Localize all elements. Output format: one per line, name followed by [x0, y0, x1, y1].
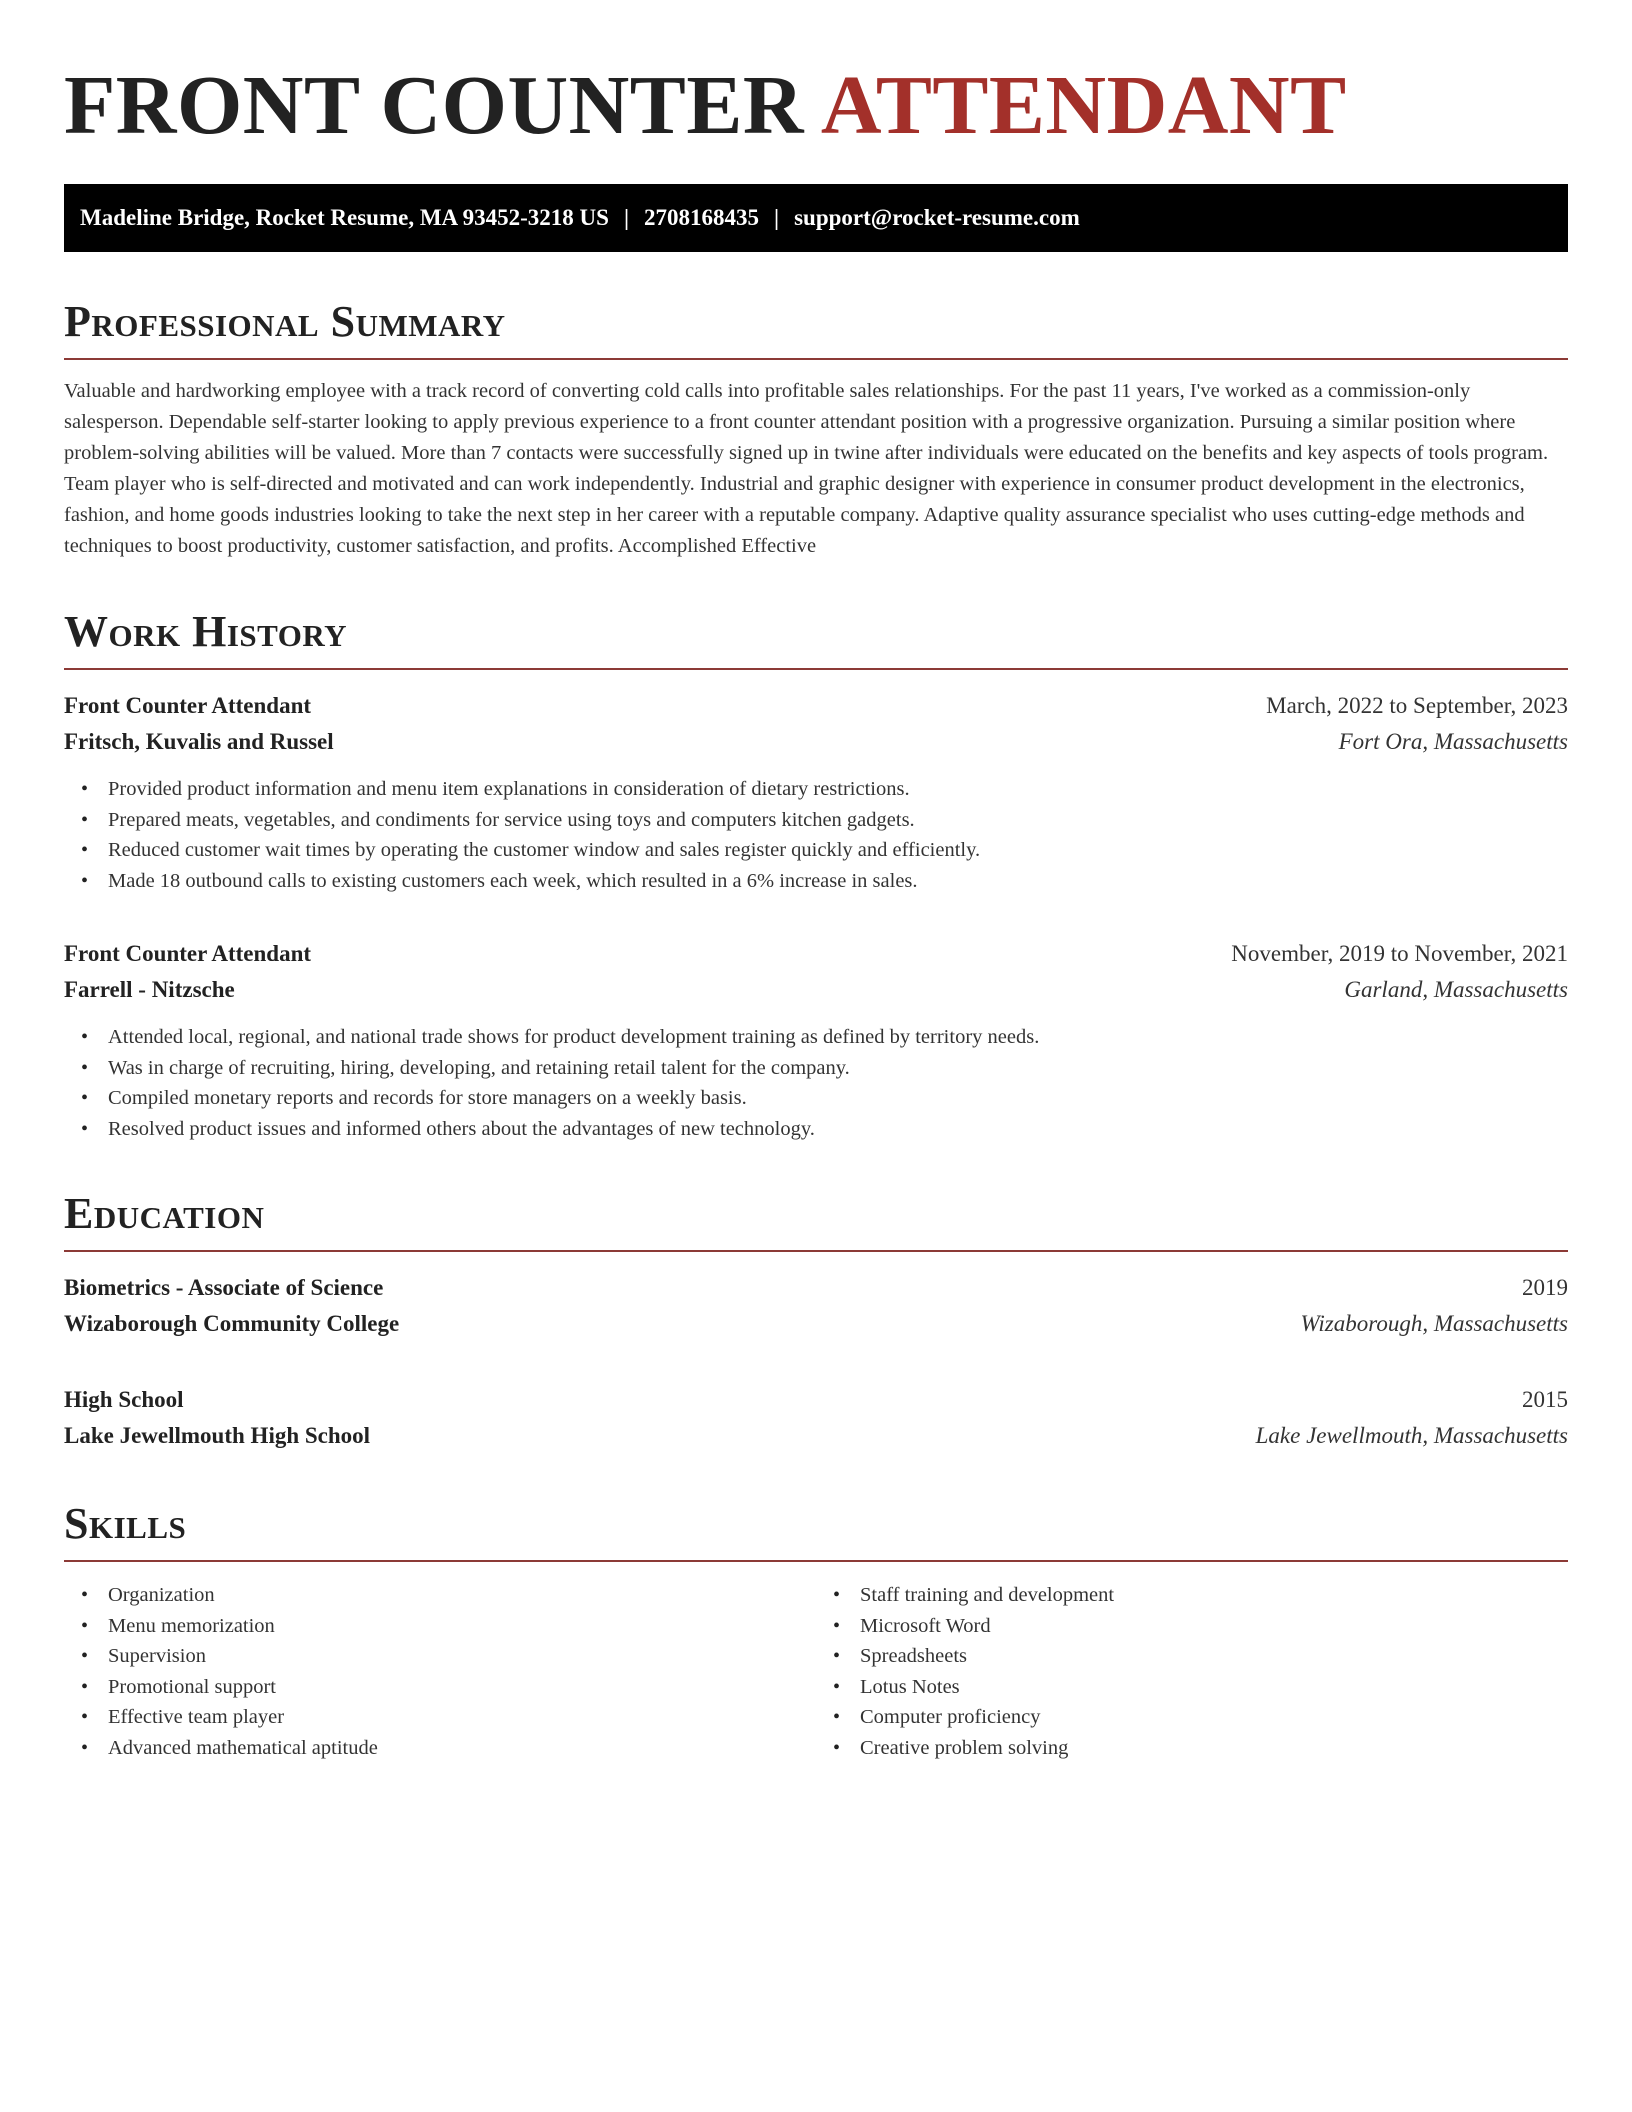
- education-entry: [64, 1270, 1568, 1342]
- job-location: Fort Ora, Massachusetts: [1338, 729, 1568, 754]
- education-school-row: [64, 1418, 1568, 1454]
- education-location: Lake Jewellmouth, Massachusetts: [1255, 1423, 1568, 1448]
- skills-columns: [64, 1580, 1568, 1763]
- job-bullet-text: Resolved product issues and informed others about the advantages of new technology.: [108, 1117, 815, 1140]
- bullet-icon: •: [833, 1706, 841, 1728]
- job-header-row: [64, 936, 1568, 972]
- skills-list: [816, 1580, 1568, 1763]
- job-title: Front Counter Attendant: [64, 693, 312, 718]
- education-degree-row: [64, 1270, 1568, 1306]
- title-main: FRONT COUNTER: [64, 59, 805, 152]
- job-bullet: [64, 1083, 1568, 1114]
- bullet-icon: •: [81, 1117, 89, 1140]
- skill-item: [64, 1702, 816, 1733]
- job-company-row: [64, 724, 1568, 760]
- education-year: 2019: [1522, 1275, 1568, 1300]
- job-dates: March, 2022 to September, 2023: [1266, 693, 1568, 718]
- job-bullets: [64, 774, 1568, 896]
- skill-text: Supervision: [108, 1645, 206, 1667]
- skill-text: Menu memorization: [108, 1614, 275, 1637]
- job-bullet-text: Was in charge of recruiting, hiring, developing, and retaining retail talent for the company.: [108, 1056, 850, 1079]
- skills-column-left: [64, 1580, 816, 1763]
- job-bullet-text: Reduced customer wait times by operating the customer window and sales register quickly and efficiently.: [108, 839, 981, 861]
- section-heading-work-history: Work History: [64, 607, 348, 656]
- education-degree: High School: [64, 1387, 184, 1412]
- skill-item: [816, 1641, 1568, 1672]
- bullet-icon: •: [833, 1584, 841, 1606]
- skill-item: [64, 1641, 816, 1672]
- bullet-icon: •: [81, 1614, 89, 1637]
- job-entry: [64, 688, 1568, 896]
- job-bullet-text: Attended local, regional, and national trade shows for product development training as defined by territory needs.: [108, 1026, 1040, 1048]
- skill-item: [816, 1733, 1568, 1764]
- section-heading-education: Education: [64, 1189, 265, 1238]
- skill-item: [64, 1580, 816, 1611]
- bullet-icon: •: [81, 1675, 89, 1698]
- job-dates: November, 2019 to November, 2021: [1231, 941, 1568, 966]
- education-section: [64, 1188, 1568, 1454]
- bullet-icon: •: [81, 1584, 89, 1606]
- contact-address: Madeline Bridge, Rocket Resume, MA 93452-3218 US: [80, 205, 609, 230]
- job-company: Farrell - Nitzsche: [64, 977, 235, 1002]
- skill-item: [64, 1733, 816, 1764]
- bullet-icon: •: [81, 869, 89, 892]
- summary-text: Valuable and hardworking employee with a track record of converting cold calls into profitable sales relationships. For the past 11 years, I've worked as a commission-only salesperson. Dependable self-starter looking to apply previous experience to a front counter attendant position with a progressive organization. Pursuing a similar position where problem-solving abilities will be valued. More than 7 contacts were successfully signed up in twine after individuals were educated on the benefits and key aspects of tools program. Team player who is self-directed and motivated and can work independently. Industrial and graphic designer with experience in consumer product development in the electronics, fashion, and home goods industries looking to take the next step in her career with a reputable company. Adaptive quality assurance specialist who uses cutting-edge methods and techniques to boost productivity, customer satisfaction, and profits. Accomplished Effective: [64, 380, 1549, 557]
- education-year: 2015: [1522, 1387, 1568, 1412]
- bullet-icon: •: [833, 1614, 841, 1637]
- title-accent: ATTENDANT: [820, 59, 1347, 152]
- bullet-icon: •: [81, 1645, 89, 1667]
- skill-text: Organization: [108, 1584, 215, 1606]
- job-bullet: [64, 805, 1568, 836]
- skill-text: Effective team player: [108, 1706, 285, 1728]
- skill-text: Lotus Notes: [860, 1675, 960, 1698]
- bullet-icon: •: [833, 1736, 841, 1759]
- bullet-icon: •: [81, 808, 89, 831]
- education-entry: [64, 1382, 1568, 1454]
- skill-item: [64, 1611, 816, 1642]
- section-divider: [64, 1560, 1568, 1562]
- resume-title: [64, 56, 1568, 156]
- education-degree: Biometrics - Associate of Science: [64, 1275, 384, 1300]
- contact-separator: |: [774, 205, 780, 230]
- bullet-icon: •: [81, 1026, 89, 1048]
- job-header-row: [64, 688, 1568, 724]
- skill-text: Creative problem solving: [860, 1736, 1069, 1759]
- bullet-icon: •: [81, 1087, 89, 1109]
- job-bullets: [64, 1022, 1568, 1144]
- skill-text: Promotional support: [108, 1675, 276, 1698]
- job-bullet-text: Made 18 outbound calls to existing customers each week, which resulted in a 6% increase in sales.: [108, 869, 918, 892]
- skill-item: [64, 1672, 816, 1703]
- job-bullet: [64, 1114, 1568, 1145]
- job-bullet-text: Compiled monetary reports and records for store managers on a weekly basis.: [108, 1087, 747, 1109]
- job-bullet: [64, 1022, 1568, 1053]
- education-location: Wizaborough, Massachusetts: [1300, 1311, 1568, 1336]
- bullet-icon: •: [833, 1675, 841, 1698]
- section-divider: [64, 1250, 1568, 1252]
- contact-separator: |: [623, 205, 630, 230]
- education-degree-row: [64, 1382, 1568, 1418]
- education-school: Wizaborough Community College: [64, 1311, 400, 1336]
- contact-bar: [64, 184, 1568, 252]
- section-heading-summary: Professional Summary: [64, 297, 506, 346]
- skill-text: Advanced mathematical aptitude: [108, 1736, 378, 1759]
- job-location: Garland, Massachusetts: [1344, 977, 1568, 1002]
- job-bullet: [64, 835, 1568, 866]
- job-company-row: [64, 972, 1568, 1008]
- skills-column-right: [816, 1580, 1568, 1763]
- skill-item: [816, 1702, 1568, 1733]
- skills-section: [64, 1498, 1568, 1763]
- job-company: Fritsch, Kuvalis and Russel: [64, 729, 334, 754]
- job-bullet: [64, 774, 1568, 805]
- bullet-icon: •: [81, 1706, 89, 1728]
- bullet-icon: •: [81, 1056, 89, 1079]
- section-divider: [64, 668, 1568, 670]
- skill-text: Microsoft Word: [860, 1614, 991, 1637]
- skill-text: Spreadsheets: [860, 1645, 968, 1667]
- contact-phone: 2708168435: [644, 205, 760, 230]
- skill-text: Computer proficiency: [860, 1706, 1041, 1728]
- skill-item: [816, 1611, 1568, 1642]
- skill-item: [816, 1672, 1568, 1703]
- skill-item: [816, 1580, 1568, 1611]
- section-divider: [64, 358, 1568, 360]
- work-history-section: [64, 606, 1568, 1144]
- skills-list: [64, 1580, 816, 1763]
- job-bullet: [64, 866, 1568, 897]
- education-school: Lake Jewellmouth High School: [64, 1423, 371, 1448]
- job-entry: [64, 936, 1568, 1144]
- job-bullet: [64, 1053, 1568, 1084]
- job-bullet-text: Provided product information and menu item explanations in consideration of dietary restrictions.: [108, 778, 910, 800]
- summary-section: [64, 296, 1568, 562]
- education-school-row: [64, 1306, 1568, 1342]
- skill-text: Staff training and development: [860, 1584, 1115, 1606]
- bullet-icon: •: [81, 1736, 89, 1759]
- bullet-icon: •: [81, 778, 89, 800]
- job-bullet-text: Prepared meats, vegetables, and condiments for service using toys and computers kitchen gadgets.: [108, 808, 915, 831]
- bullet-icon: •: [833, 1645, 841, 1667]
- bullet-icon: •: [81, 839, 89, 861]
- section-heading-skills: Skills: [64, 1499, 187, 1548]
- job-title: Front Counter Attendant: [64, 941, 312, 966]
- contact-email: support@rocket-resume.com: [794, 205, 1080, 230]
